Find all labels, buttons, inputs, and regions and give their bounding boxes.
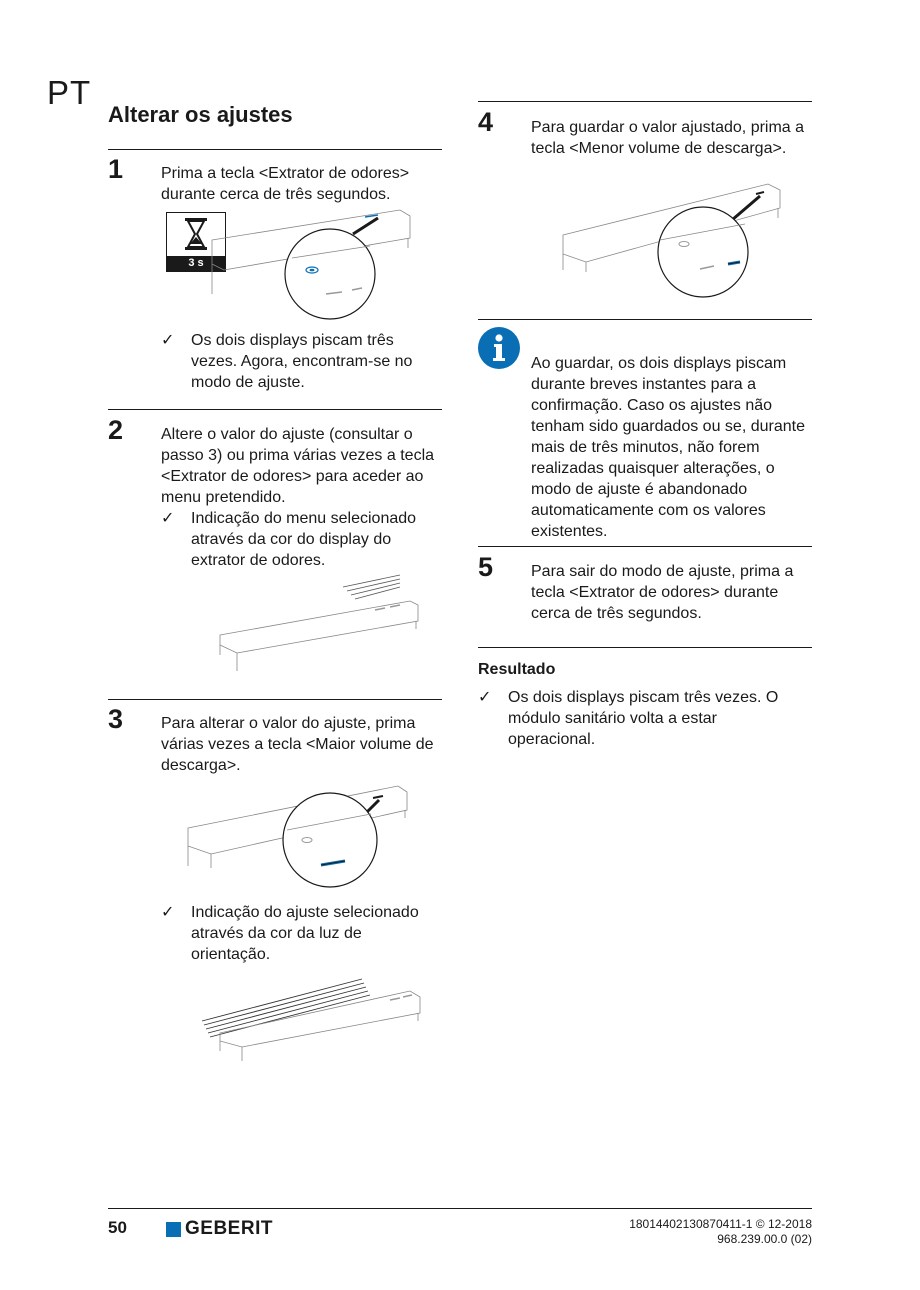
step-2-illustration: [215, 573, 425, 673]
logo-square-icon: [166, 1222, 181, 1237]
info-note-text: Ao guardar, os dois displays piscam durante breves instantes para a confirmação. Caso os ajustes não tenham sido guardados ou se, durante mais de três minutos, não forem realizadas quaisquer alterações, o modo de ajuste é abandonado automaticamente com os valores existentes.: [531, 355, 805, 540]
checkmark-icon: ✓: [161, 332, 175, 349]
language-code: PT: [47, 74, 92, 111]
divider: [108, 149, 442, 150]
result-heading: Resultado: [478, 661, 556, 678]
divider: [478, 319, 812, 320]
divider: [108, 699, 442, 700]
info-icon: [478, 327, 520, 369]
step-2-result-text: Indicação do menu selecionado através da cor do display do extrator de odores.: [191, 510, 417, 569]
divider: [478, 647, 812, 648]
page-title: Alterar os ajustes: [108, 102, 293, 127]
step-4-number: 4: [478, 107, 494, 137]
page-number: 50: [108, 1218, 127, 1237]
document-id: [629, 1217, 812, 1247]
step-5-number: 5: [478, 552, 494, 582]
geberit-logo: [166, 1218, 273, 1240]
document-id-line-2: 968.239.00.0 (02): [717, 1232, 812, 1246]
step-1-text: Prima a tecla <Extrator de odores> durante cerca de três segundos.: [161, 165, 410, 203]
step-2-text: Altere o valor do ajuste (consultar o passo 3) ou prima várias vezes a tecla <Extrator de odores> para aceder ao menu pretendido.: [161, 426, 435, 506]
step-3-illustration: [183, 778, 413, 896]
step-1-illustration: [200, 208, 420, 323]
checkmark-icon: ✓: [161, 510, 175, 527]
step-4-illustration: [560, 180, 790, 300]
document-id-line-1: 18014402130870411-1 © 12-2018: [629, 1217, 812, 1231]
checkmark-icon: ✓: [161, 904, 175, 921]
divider: [108, 409, 442, 410]
step-3-text: Para alterar o valor do ajuste, prima várias vezes a tecla <Maior volume de descarga>.: [161, 715, 434, 774]
step-2-number: 2: [108, 415, 124, 445]
result-text: Os dois displays piscam três vezes. O módulo sanitário volta a estar operacional.: [508, 689, 779, 748]
step-4-text: Para guardar o valor ajustado, prima a tecla <Menor volume de descarga>.: [531, 119, 805, 157]
divider: [478, 101, 812, 102]
footer-divider: [108, 1208, 812, 1209]
step-1-number: 1: [108, 154, 124, 184]
divider: [478, 546, 812, 547]
step-1-result-text: Os dois displays piscam três vezes. Agora, encontram-se no modo de ajuste.: [191, 332, 413, 391]
logo-text: GEBERIT: [185, 1218, 273, 1239]
timer-label: 3 s: [167, 256, 225, 271]
step-5-text: Para sair do modo de ajuste, prima a tecla <Extrator de odores> durante cerca de três segundos.: [531, 563, 794, 622]
step-3-number: 3: [108, 704, 124, 734]
checkmark-icon: ✓: [478, 689, 492, 706]
step-3-result-text: Indicação do ajuste selecionado através da cor da luz de orientação.: [191, 904, 419, 963]
step-3-illustration-2: [200, 975, 425, 1065]
